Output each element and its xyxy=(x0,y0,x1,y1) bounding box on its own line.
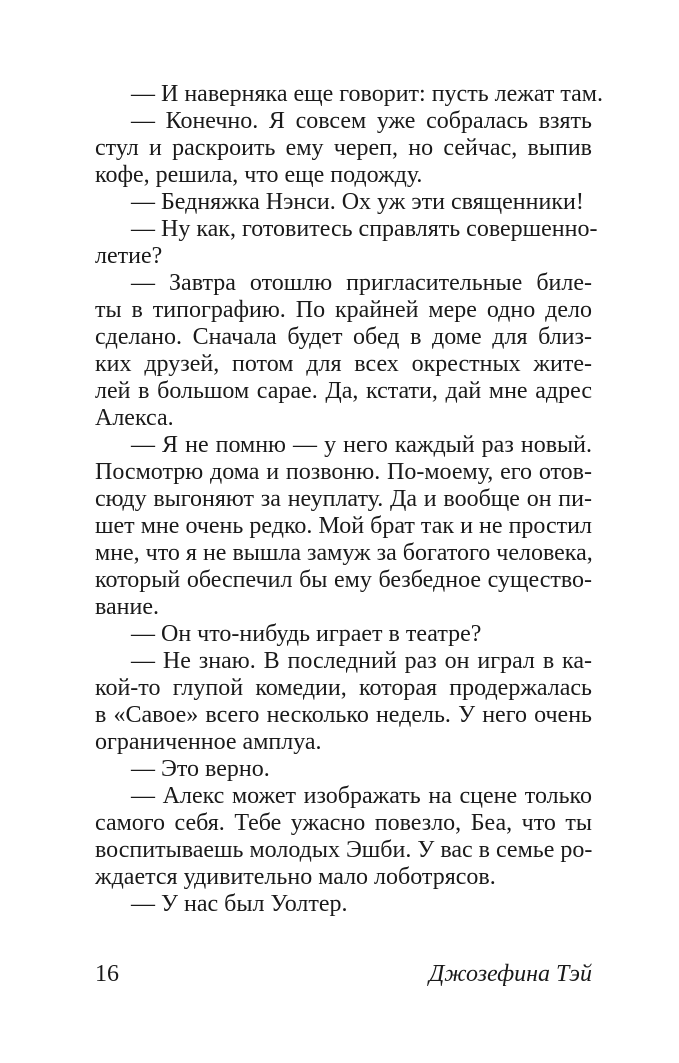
text-line: — Бедняжка Нэнси. Ох уж эти священники! xyxy=(131,189,584,215)
text-line: сделано. Сначала будет обед в доме для близ- xyxy=(95,324,592,350)
text-line: летие? xyxy=(95,243,163,269)
text-line: — Не знаю. В последний раз он играл в ка- xyxy=(131,648,592,674)
text-line: кофе, решила, что еще подожду. xyxy=(95,162,423,188)
text-line: в «Савое» всего несколько недель. У него очень xyxy=(95,702,592,728)
text-line: — Это верно. xyxy=(131,756,270,782)
text-line: ограниченное амплуа. xyxy=(95,729,322,755)
text-line: сюду выгоняют за неуплату. Да и вообще он пи- xyxy=(95,486,592,512)
text-line: — Ну как, готовитесь справлять совершенно- xyxy=(131,216,598,242)
text-line: — Я не помню — у него каждый раз новый. xyxy=(131,432,592,458)
text-line: — Алекс может изображать на сцене только xyxy=(131,783,592,809)
text-line: ких друзей, потом для всех окрестных жите- xyxy=(95,351,592,377)
page-number: 16 xyxy=(95,961,119,987)
text-line: самого себя. Тебе ужасно повезло, Беа, что ты xyxy=(95,810,592,836)
running-footer-author: Джозефина Тэй xyxy=(429,961,592,987)
text-line: — Завтра отошлю пригласительные биле- xyxy=(131,270,592,296)
text-line: лей в большом сарае. Да, кстати, дай мне адрес xyxy=(95,378,592,404)
text-line: воспитываешь молодых Эшби. У вас в семье ро- xyxy=(95,837,593,863)
text-line: — У нас был Уолтер. xyxy=(131,891,348,917)
text-line: стул и раскроить ему череп, но сейчас, выпив xyxy=(95,135,592,161)
text-line: — И наверняка еще говорит: пусть лежат там. xyxy=(131,81,603,107)
text-line: мне, что я не вышла замуж за богатого человека, xyxy=(95,540,593,566)
text-line: шет мне очень редко. Мой брат так и не простил xyxy=(95,513,592,539)
text-line: Посмотрю дома и позвоню. По-моему, его отов- xyxy=(95,459,592,485)
text-line: который обеспечил бы ему безбедное существо- xyxy=(95,567,592,593)
text-line: вание. xyxy=(95,594,160,620)
text-line: — Он что-нибудь играет в театре? xyxy=(131,621,482,647)
text-line: Алекса. xyxy=(95,405,174,431)
text-line: ты в типографию. По крайней мере одно дело xyxy=(95,297,592,323)
text-line: кой-то глупой комедии, которая продержалась xyxy=(95,675,592,701)
text-line: — Конечно. Я совсем уже собралась взять xyxy=(131,108,592,134)
text-line: ждается удивительно мало лоботрясов. xyxy=(95,864,496,890)
